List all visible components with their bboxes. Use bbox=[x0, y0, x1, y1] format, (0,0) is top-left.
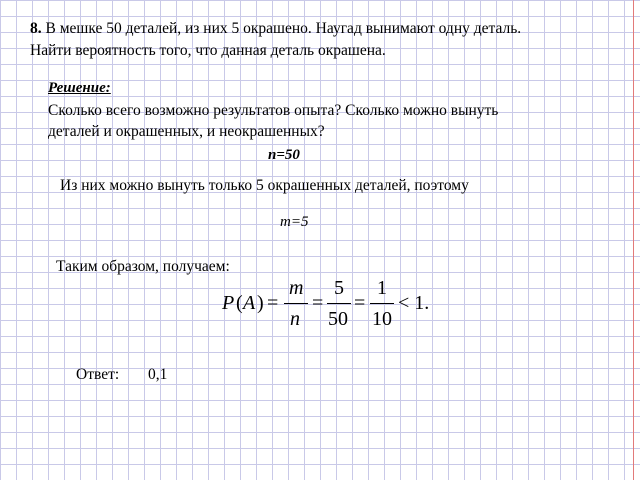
problem-statement bbox=[30, 18, 521, 62]
favorable-outcomes-text: Из них можно вынуть только 5 окрашенных деталей, поэтому bbox=[60, 177, 469, 194]
problem-line-2: Найти вероятность того, что данная деталь окрашена. bbox=[30, 42, 386, 59]
fraction-1-bar bbox=[284, 303, 308, 304]
problem-text-1: В мешке 50 деталей, из них 5 окрашено. Наугад вынимают одну деталь. bbox=[41, 20, 522, 37]
formula-p: P bbox=[222, 292, 235, 314]
problem-number: 8. bbox=[30, 20, 42, 37]
m-equation: m=5 bbox=[280, 214, 309, 230]
question-line-2: деталей и окрашенных, и неокрашенных? bbox=[48, 123, 325, 140]
fraction-1-numerator: m bbox=[289, 277, 304, 299]
n-equation: n=50 bbox=[268, 147, 300, 163]
solution-question bbox=[48, 100, 498, 142]
fraction-2-bar bbox=[327, 303, 351, 304]
fraction-3-bar bbox=[370, 303, 394, 304]
answer-value: 0,1 bbox=[148, 366, 168, 383]
formula-eq-1: = bbox=[267, 292, 279, 314]
formula-paren-open: ( bbox=[236, 292, 243, 314]
formula-tail: < 1. bbox=[398, 292, 430, 314]
fraction-1-denominator: n bbox=[290, 308, 300, 330]
formula-eq-2: = bbox=[312, 292, 324, 314]
formula-a: A bbox=[243, 292, 256, 314]
fraction-2-numerator: 5 bbox=[334, 277, 344, 299]
question-line-1: Сколько всего возможно результатов опыта? Сколько можно вынуть bbox=[48, 102, 499, 119]
fraction-3-denominator: 10 bbox=[372, 308, 392, 330]
conclusion-text: Таким образом, получаем: bbox=[56, 258, 230, 275]
page-margin-line bbox=[633, 0, 634, 480]
answer-label: Ответ: bbox=[76, 366, 120, 383]
problem-line-1 bbox=[30, 18, 521, 40]
formula-eq-3: = bbox=[354, 292, 366, 314]
formula-paren-close: ) bbox=[257, 292, 264, 314]
fraction-3-numerator: 1 bbox=[377, 277, 387, 299]
fraction-2-denominator: 50 bbox=[328, 308, 348, 330]
solution-title: Решение: bbox=[48, 80, 111, 96]
